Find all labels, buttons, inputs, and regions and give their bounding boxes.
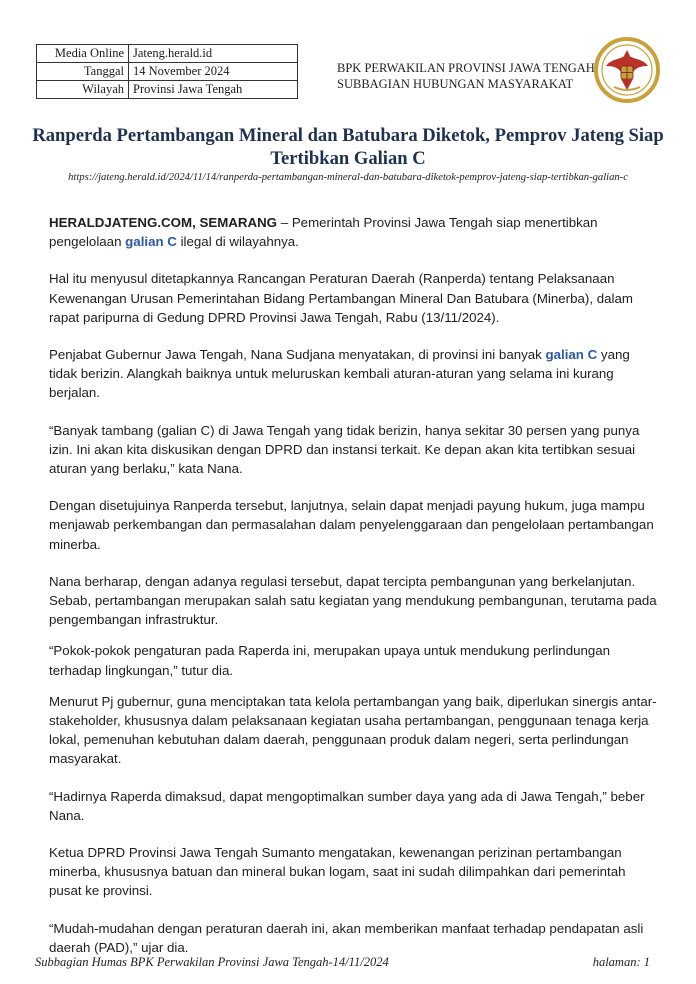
footer-source: Subbagian Humas BPK Perwakilan Provinsi Jawa Tengah-14/11/2024 xyxy=(35,955,389,969)
garuda-emblem-icon xyxy=(594,36,660,104)
galian-c-link[interactable]: galian C xyxy=(125,234,177,250)
article-title: Ranperda Pertambangan Mineral dan Batubara Diketok, Pemprov Jateng Siap Tertibkan Galian C xyxy=(32,125,664,169)
meta-row-media xyxy=(37,45,298,63)
meta-value: Provinsi Jawa Tengah xyxy=(129,81,298,99)
meta-value: 14 November 2024 xyxy=(129,63,298,81)
paragraph-4: “Banyak tambang (galian C) di Jawa Tengah yang tidak berizin, hanya sekitar 30 persen yang punya izin. Ini akan kita diskusikan dengan DPRD dan instansi terkait. Ke depan akan kita tertibkan sesuai aturan yang berlaku,” kata Nana. xyxy=(49,422,640,477)
paragraph-9: “Hadirnya Raperda dimaksud, dapat mengoptimalkan sumber daya yang ada di Jawa Tengah,” beber Nana. xyxy=(49,788,645,823)
article-body xyxy=(49,213,657,957)
paragraph-5: Dengan disetujuinya Ranperda tersebut, lanjutnya, selain dapat menjadi payung hukum, juga mampu menjawab perkembangan dan permasalahan dalam penyelenggaraan dan pengelolaan pertambangan minerba. xyxy=(49,498,654,552)
dateline: HERALDJATENG.COM, SEMARANG xyxy=(49,215,278,230)
paragraph-2: Hal itu menyusul ditetapkannya Rancangan Peraturan Daerah (Ranperda) tentang Pelaksanaan Kewenangan Urusan Pemerintahan Bidang Pertambangan Mineral Dan Batubara (Minerba), dalam rapat paripurna di Gedung DPRD Provinsi Jawa Tengah, Rabu (13/11/2024). xyxy=(49,271,633,325)
media-info-table xyxy=(36,44,298,99)
org-division: SUBBAGIAN HUBUNGAN MASYARAKAT xyxy=(337,77,574,91)
paragraph-1: HERALDJATENG.COM, SEMARANG – Pemerintah Provinsi Jawa Tengah siap menertibkan pengelolaan galian C ilegal di wilayahnya. xyxy=(49,215,598,250)
page-number: halaman: 1 xyxy=(592,955,650,969)
article-url[interactable]: https://jateng.herald.id/2024/11/14/ranperda-pertambangan-mineral-dan-batubara-diketok-pemprov-jateng-siap-tertibkan-galian-c xyxy=(68,172,628,183)
page-footer xyxy=(35,955,650,970)
paragraph-7: “Pokok-pokok pengaturan pada Raperda ini, merupakan upaya untuk mendukung perlindungan terhadap lingkungan,” tutur dia. xyxy=(49,643,611,678)
meta-label: Media Online xyxy=(37,45,129,63)
meta-label: Wilayah xyxy=(37,81,129,99)
meta-row-date xyxy=(37,63,298,81)
meta-value: Jateng.herald.id xyxy=(129,45,298,63)
paragraph-6: Nana berharap, dengan adanya regulasi tersebut, dapat tercipta pembangunan yang berkelanjutan. Sebab, pertambangan merupakan salah satu kegiatan yang mendukung pembangunan, terutama pada pengembangan infrastruktur. xyxy=(49,573,657,628)
paragraph-3: Penjabat Gubernur Jawa Tengah, Nana Sudjana menyatakan, di provinsi ini banyak galian C yang tidak berizin. Alangkah baiknya untuk meluruskan kembali aturan-aturan yang selama ini kurang berjalan. xyxy=(49,347,630,401)
org-heading xyxy=(337,60,595,92)
paragraph-8: Menurut Pj gubernur, guna menciptakan tata kelola pertambangan yang baik, diperlukan sinergis antar-stakeholder, khususnya dalam pelaksanaan kegiatan usaha pertambangan, penggunaan tenaga kerja lokal, pemenuhan kebutuhan dalam daerah, penggunaan produk dalam negeri, serta perlindungan masyarakat. xyxy=(49,693,657,767)
org-name: BPK PERWAKILAN PROVINSI JAWA TENGAH xyxy=(337,61,595,75)
galian-c-link[interactable]: galian C xyxy=(545,347,598,363)
meta-row-region xyxy=(37,81,298,99)
paragraph-11: “Mudah-mudahan dengan peraturan daerah ini, akan memberikan manfaat terhadap pendapatan asli daerah (PAD),” ujar dia. xyxy=(49,920,644,955)
meta-label: Tanggal xyxy=(37,63,129,81)
paragraph-10: Ketua DPRD Provinsi Jawa Tengah Sumanto mengatakan, kewenangan perizinan pertambangan minerba, khususnya batuan dan mineral bukan logam, saat ini sudah dilimpahkan dari pemerintah pusat ke provinsi. xyxy=(49,845,626,899)
